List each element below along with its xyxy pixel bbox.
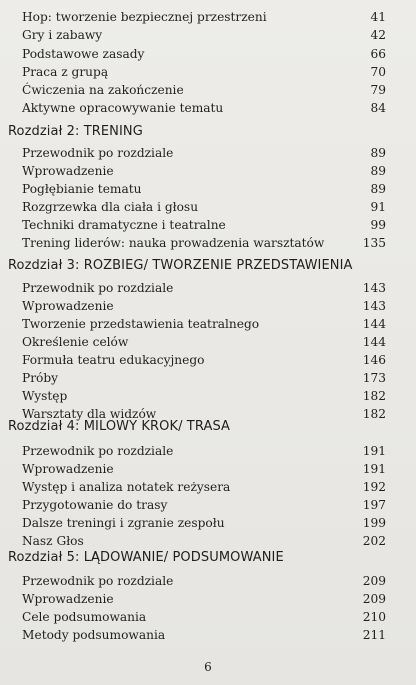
toc-entry-page: 84 [370, 101, 386, 115]
toc-entry-title: Wprowadzenie [22, 592, 114, 606]
toc-entry-page: 41 [370, 10, 386, 24]
chapter-heading: Rozdział 4: MILOWY KROK/ TRASA [8, 419, 231, 434]
toc-entry-page: 99 [370, 218, 386, 232]
toc-entry-page: 89 [370, 182, 386, 196]
toc-entry-page: 89 [370, 146, 386, 160]
toc-entry-page: 79 [370, 83, 386, 97]
toc-entry-page: 182 [362, 407, 386, 421]
toc-entry-page: 199 [362, 516, 386, 530]
toc-entry-title: Podstawowe zasady [22, 47, 145, 61]
toc-entry-title: Dalsze treningi i zgranie zespołu [22, 516, 225, 530]
toc-entry-title: Formuła teatru edukacyjnego [22, 353, 205, 367]
toc-entry-title: Hop: tworzenie bezpiecznej przestrzeni [22, 10, 267, 24]
toc-entry-page: 202 [362, 534, 386, 548]
toc-entry-page: 146 [362, 353, 386, 367]
toc-entry-title: Techniki dramatyczne i teatralne [22, 218, 226, 232]
toc-entry-page: 66 [370, 47, 386, 61]
toc-entry-page: 209 [362, 592, 386, 606]
toc-entry-title: Nasz Głos [22, 534, 84, 548]
toc-entry-title: Wprowadzenie [22, 462, 114, 476]
page-number: 6 [204, 660, 212, 674]
toc-entry-page: 143 [362, 299, 386, 313]
toc-entry-page: 70 [370, 65, 386, 79]
toc-entry-page: 211 [362, 628, 386, 642]
chapter-heading: Rozdział 5: LĄDOWANIE/ PODSUMOWANIE [8, 550, 284, 565]
toc-entry-title: Rozgrzewka dla ciała i głosu [22, 200, 199, 214]
toc-entry-page: 197 [362, 498, 386, 512]
toc-entry-title: Praca z grupą [22, 65, 109, 79]
toc-entry-title: Próby [22, 371, 59, 385]
toc-entry-page: 144 [362, 335, 386, 349]
toc-entry-page: 182 [362, 389, 386, 403]
toc-entry-title: Przewodnik po rozdziale [22, 146, 174, 160]
toc-entry-title: Wprowadzenie [22, 164, 114, 178]
toc-entry-title: Metody podsumowania [22, 628, 166, 642]
toc-entry-title: Wprowadzenie [22, 299, 114, 313]
toc-entry-title: Przygotowanie do trasy [22, 498, 168, 512]
toc-entry-title: Cele podsumowania [22, 610, 147, 624]
toc-entry-title: Przewodnik po rozdziale [22, 281, 174, 295]
toc-entry-page: 191 [362, 444, 386, 458]
chapter-heading: Rozdział 2: TRENING [8, 124, 143, 139]
toc-entry-title: Przewodnik po rozdziale [22, 574, 174, 588]
chapter-heading: Rozdział 3: ROZBIEG/ TWORZENIE PRZEDSTAWIENIA [8, 258, 353, 273]
toc-entry-title: Gry i zabawy [22, 28, 103, 42]
toc-entry-page: 89 [370, 164, 386, 178]
toc-entry-page: 91 [370, 200, 386, 214]
toc-entry-page: 143 [362, 281, 386, 295]
toc-entry-page: 144 [362, 317, 386, 331]
toc-entry-title: Trening liderów: nauka prowadzenia warsztatów [22, 236, 325, 250]
toc-entry-title: Tworzenie przedstawienia teatralnego [22, 317, 260, 331]
toc-entry-page: 210 [362, 610, 386, 624]
toc-entry-title: Określenie celów [22, 335, 129, 349]
toc-entry-page: 191 [362, 462, 386, 476]
toc-entry-title: Przewodnik po rozdziale [22, 444, 174, 458]
toc-entry-page: 135 [362, 236, 386, 250]
toc-entry-page: 173 [362, 371, 386, 385]
toc-entry-title: Ćwiczenia na zakończenie [22, 83, 184, 97]
toc-entry-title: Aktywne opracowywanie tematu [22, 101, 224, 115]
toc-entry-title: Warsztaty dla widzów [22, 407, 157, 421]
toc-entry-title: Występ [22, 389, 68, 403]
toc-entry-title: Pogłębianie tematu [22, 182, 142, 196]
toc-entry-page: 192 [362, 480, 386, 494]
toc-entry-page: 209 [362, 574, 386, 588]
toc-entry-page: 42 [370, 28, 386, 42]
toc-entry-title: Występ i analiza notatek reżysera [22, 480, 231, 494]
